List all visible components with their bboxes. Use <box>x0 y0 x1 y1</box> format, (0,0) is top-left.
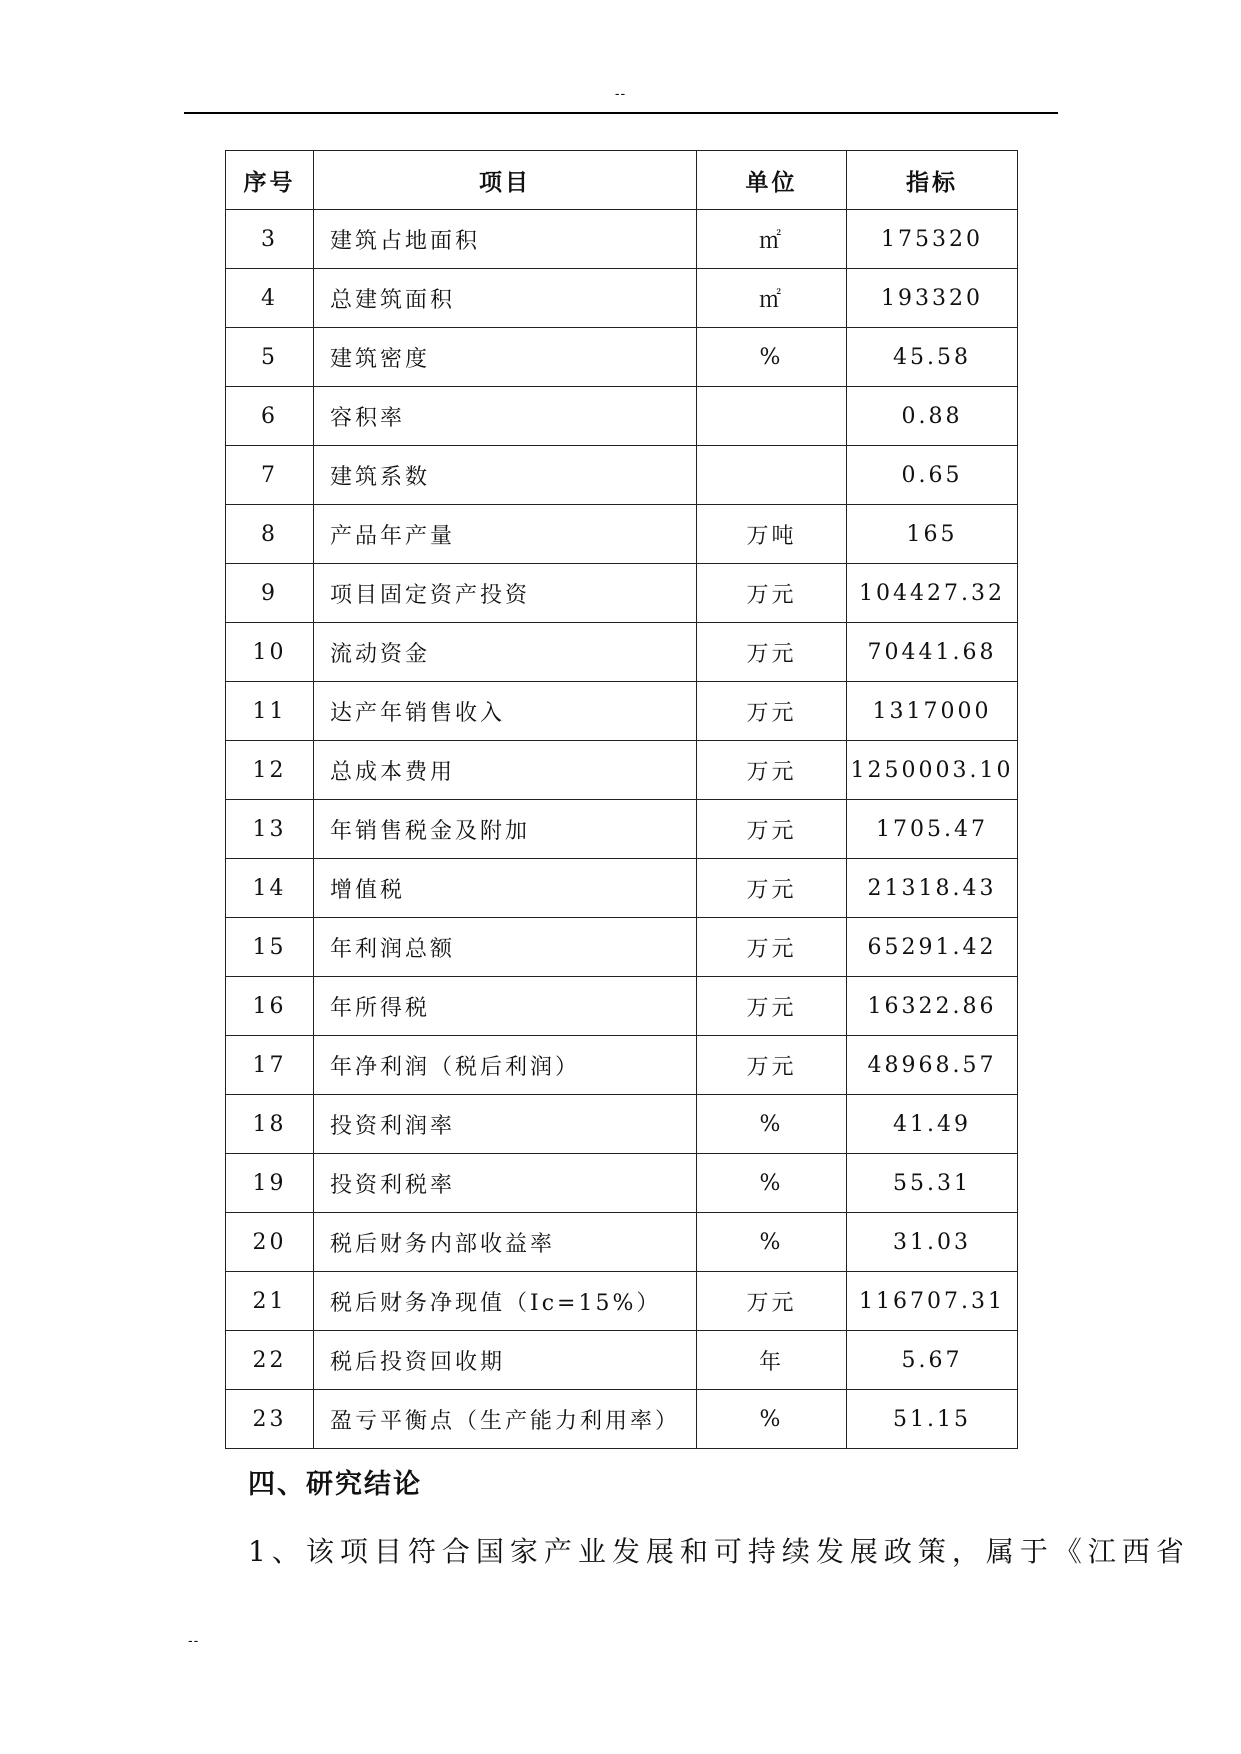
row-number: 13 <box>226 800 314 859</box>
row-item: 流动资金 <box>314 623 697 682</box>
table-row <box>226 446 1018 505</box>
row-number: 4 <box>226 269 314 328</box>
row-number: 15 <box>226 918 314 977</box>
row-item: 年利润总额 <box>314 918 697 977</box>
row-number: 8 <box>226 505 314 564</box>
row-number: 17 <box>226 1036 314 1095</box>
row-item: 盈亏平衡点（生产能力利用率） <box>314 1390 697 1449</box>
row-value: 48968.57 <box>847 1036 1018 1095</box>
row-value: 1317000 <box>847 682 1018 741</box>
row-item: 年所得税 <box>314 977 697 1036</box>
row-value: 165 <box>847 505 1018 564</box>
row-unit: % <box>697 328 847 387</box>
row-unit: 万元 <box>697 918 847 977</box>
row-value: 1250003.10 <box>847 741 1018 800</box>
body-paragraph: 1、该项目符合国家产业发展和可持续发展政策，属于《江西省 <box>248 1535 1190 1568</box>
table-row <box>226 859 1018 918</box>
row-unit: 万元 <box>697 800 847 859</box>
row-value: 0.65 <box>847 446 1018 505</box>
table-row <box>226 800 1018 859</box>
header-mark: -- <box>614 85 627 101</box>
row-item: 产品年产量 <box>314 505 697 564</box>
header-value: 指标 <box>847 151 1018 210</box>
row-value: 175320 <box>847 210 1018 269</box>
table-row <box>226 1390 1018 1449</box>
row-value: 70441.68 <box>847 623 1018 682</box>
row-value: 0.88 <box>847 387 1018 446</box>
row-unit: % <box>697 1154 847 1213</box>
table-row <box>226 1036 1018 1095</box>
row-item: 税后财务内部收益率 <box>314 1213 697 1272</box>
row-unit: % <box>697 1095 847 1154</box>
row-number: 22 <box>226 1331 314 1390</box>
row-value: 31.03 <box>847 1213 1018 1272</box>
row-item: 增值税 <box>314 859 697 918</box>
table-row <box>226 564 1018 623</box>
row-unit: 万元 <box>697 1036 847 1095</box>
row-value: 51.15 <box>847 1390 1018 1449</box>
row-item: 投资利润率 <box>314 1095 697 1154</box>
row-unit: 万元 <box>697 859 847 918</box>
row-number: 9 <box>226 564 314 623</box>
row-number: 7 <box>226 446 314 505</box>
row-unit <box>697 446 847 505</box>
row-value: 45.58 <box>847 328 1018 387</box>
header-rule <box>184 112 1058 114</box>
row-number: 5 <box>226 328 314 387</box>
row-item: 建筑占地面积 <box>314 210 697 269</box>
row-unit: 万元 <box>697 741 847 800</box>
row-number: 11 <box>226 682 314 741</box>
row-value: 104427.32 <box>847 564 1018 623</box>
row-item: 建筑密度 <box>314 328 697 387</box>
table-row <box>226 1272 1018 1331</box>
row-item: 容积率 <box>314 387 697 446</box>
row-number: 16 <box>226 977 314 1036</box>
row-item: 年净利润（税后利润） <box>314 1036 697 1095</box>
row-number: 6 <box>226 387 314 446</box>
row-value: 65291.42 <box>847 918 1018 977</box>
table-row <box>226 977 1018 1036</box>
table-row <box>226 210 1018 269</box>
row-item: 税后投资回收期 <box>314 1331 697 1390</box>
indicators-table <box>225 150 1018 1449</box>
row-unit: ㎡ <box>697 269 847 328</box>
table-row <box>226 328 1018 387</box>
header-unit: 单位 <box>697 151 847 210</box>
row-number: 14 <box>226 859 314 918</box>
row-item: 投资利税率 <box>314 1154 697 1213</box>
row-number: 19 <box>226 1154 314 1213</box>
row-unit: 万元 <box>697 564 847 623</box>
row-item: 总成本费用 <box>314 741 697 800</box>
row-number: 12 <box>226 741 314 800</box>
row-value: 16322.86 <box>847 977 1018 1036</box>
row-value: 193320 <box>847 269 1018 328</box>
row-item: 达产年销售收入 <box>314 682 697 741</box>
row-value: 1705.47 <box>847 800 1018 859</box>
table-row <box>226 1213 1018 1272</box>
footer-mark: -- <box>188 1632 200 1648</box>
row-number: 21 <box>226 1272 314 1331</box>
row-number: 18 <box>226 1095 314 1154</box>
row-item: 总建筑面积 <box>314 269 697 328</box>
table-header-row <box>226 151 1018 210</box>
row-unit: 万元 <box>697 1272 847 1331</box>
row-unit <box>697 387 847 446</box>
row-value: 41.49 <box>847 1095 1018 1154</box>
row-value: 21318.43 <box>847 859 1018 918</box>
table-row <box>226 623 1018 682</box>
table-row <box>226 1095 1018 1154</box>
row-number: 23 <box>226 1390 314 1449</box>
table-row <box>226 741 1018 800</box>
table-row <box>226 1331 1018 1390</box>
row-number: 3 <box>226 210 314 269</box>
row-number: 10 <box>226 623 314 682</box>
row-item: 建筑系数 <box>314 446 697 505</box>
row-unit: 万元 <box>697 623 847 682</box>
row-value: 116707.31 <box>847 1272 1018 1331</box>
row-unit: 万元 <box>697 682 847 741</box>
header-item: 项目 <box>314 151 697 210</box>
row-item: 项目固定资产投资 <box>314 564 697 623</box>
table-row <box>226 918 1018 977</box>
row-value: 5.67 <box>847 1331 1018 1390</box>
row-item: 税后财务净现值（Ic=15%） <box>314 1272 697 1331</box>
table-row <box>226 682 1018 741</box>
row-unit: 万吨 <box>697 505 847 564</box>
section-heading: 四、研究结论 <box>248 1469 422 1500</box>
row-unit: 年 <box>697 1331 847 1390</box>
row-unit: 万元 <box>697 977 847 1036</box>
table-row <box>226 1154 1018 1213</box>
header-no: 序号 <box>226 151 314 210</box>
row-value: 55.31 <box>847 1154 1018 1213</box>
table-row <box>226 387 1018 446</box>
row-unit: ㎡ <box>697 210 847 269</box>
row-unit: % <box>697 1390 847 1449</box>
table-row <box>226 505 1018 564</box>
row-item: 年销售税金及附加 <box>314 800 697 859</box>
table-row <box>226 269 1018 328</box>
row-unit: % <box>697 1213 847 1272</box>
row-number: 20 <box>226 1213 314 1272</box>
